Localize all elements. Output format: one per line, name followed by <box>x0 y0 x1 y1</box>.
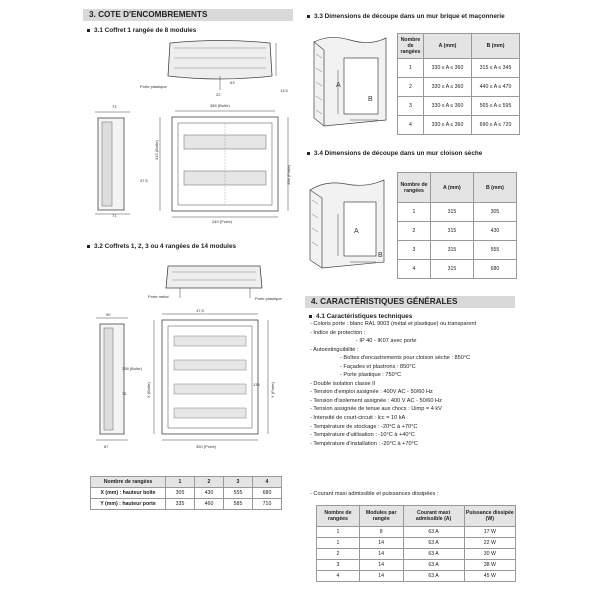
table-cell: 460 <box>195 499 224 510</box>
table-row <box>398 78 520 97</box>
dim-53: 53 <box>230 80 235 85</box>
dim-87: 87 <box>104 444 109 449</box>
table-row <box>91 488 282 499</box>
dim-135: 135 <box>253 382 260 387</box>
table-cell: 680 <box>473 260 516 279</box>
dim-72: 338 (Boîte) <box>122 366 142 371</box>
table-cell: 315 <box>431 222 474 241</box>
spec-line: - Température de stockage : -20°C à +70°C <box>310 423 418 430</box>
spec-line: - Tension d'isolement assignée : 400 V AC - 50/60 Hz <box>310 397 442 404</box>
dim-47-5-b: 72 <box>122 391 127 396</box>
table-row <box>398 116 520 135</box>
table-cell: 585 <box>224 499 253 510</box>
table-cell: 4 <box>398 260 431 279</box>
spec-line: - Porte plastique : 750°C <box>340 372 402 379</box>
table-cell: 315 <box>431 203 474 222</box>
spec-line: - Tension assignée de tenue aux chocs : Uimp = 4 kV <box>310 406 442 413</box>
table-hauteurs-header: 2 <box>195 477 224 488</box>
table-cell: 555 <box>224 488 253 499</box>
spec-list <box>310 320 476 448</box>
table-courant-header: Modules par rangée <box>359 506 403 527</box>
mur-brique-illustration <box>310 30 390 130</box>
table-decoupe-cloison <box>397 172 517 279</box>
dim-245-porte: 245 (Porte) <box>212 219 233 224</box>
dim-338-porte: 338 (Porte) <box>286 164 291 185</box>
mur-cloison-illustration <box>306 170 388 270</box>
subsection-3-2-title <box>87 243 236 250</box>
spec-line: - Coloris porte : blanc RAL 9003 (métal et plastique) ou transparent <box>310 321 477 327</box>
table-cell: 1 <box>317 538 360 549</box>
table-hauteurs-header: Nombre de rangées <box>91 477 166 488</box>
table-cell: 14 <box>359 538 403 549</box>
table-cell: 4 <box>317 571 360 582</box>
table-row <box>398 260 517 279</box>
table-row <box>317 527 516 538</box>
table-cell: 1 <box>317 527 360 538</box>
table-cell: 63 A <box>403 560 464 571</box>
table-hauteurs-header: 3 <box>224 477 253 488</box>
table-cell: 2 <box>398 78 424 97</box>
table-cell: 63 A <box>403 549 464 560</box>
coffret-14-side-view <box>92 314 132 446</box>
table-row <box>398 203 517 222</box>
table-cell: 335 <box>166 499 195 510</box>
dim-350-porte: 350 (Porte) <box>196 444 217 449</box>
spec-line: - Façades et plastrons : 850°C <box>340 363 416 370</box>
table-brique-header: B (mm) <box>472 34 520 59</box>
spec-line: - Indice de protection : <box>310 329 366 336</box>
table-cell: 315 ≤ A ≤ 345 <box>472 59 520 78</box>
table-cell: 2 <box>317 549 360 560</box>
dim-x-boite: X (Boîte) <box>146 382 151 398</box>
subsection-3-3-label: 3.3 Dimensions de découpe dans un mur brique et maçonnerie <box>314 13 505 20</box>
table-cell: 305 <box>166 488 195 499</box>
subsection-3-3-title <box>307 13 505 20</box>
table-cell: X (mm) : hauteur boîte <box>91 488 166 499</box>
table-cell: 63 A <box>403 538 464 549</box>
table-cell: 315 <box>431 241 474 260</box>
table-courant-header: Courant maxi admissible (A) <box>403 506 464 527</box>
table-cell: 63 A <box>403 527 464 538</box>
table-cell: 63 A <box>403 571 464 582</box>
spec-line: - Autoextinguibilité : <box>310 346 359 353</box>
dim-90: 90 <box>106 312 111 317</box>
table-cell: 3 <box>317 560 360 571</box>
spec-line: - Température d'installation : -20°C à +70°C <box>310 440 418 447</box>
table-courant-header: Nombre de rangées <box>317 506 360 527</box>
current-title-text: - Courant maxi admissible et puissances dissipées : <box>310 491 439 497</box>
table-cell: 1 <box>398 59 424 78</box>
table-cloison-header: B (mm) <box>473 173 516 203</box>
table-cell: 45 W <box>464 571 515 582</box>
table-row <box>398 97 520 116</box>
dim-73: 73 <box>112 104 117 109</box>
table-cell: 38 W <box>464 560 515 571</box>
table-brique-header: A (mm) <box>424 34 472 59</box>
table-row <box>317 571 516 582</box>
table-cell: 2 <box>398 222 431 241</box>
subsection-3-1-label: 3.1 Coffret 1 rangée de 8 modules <box>94 27 197 34</box>
dim-385-boite: 385 (Boîte) <box>210 103 230 108</box>
table-row <box>317 560 516 571</box>
section-3-header: 3. COTE D'ENCOMBREMENTS <box>83 9 293 21</box>
subsection-3-4-title <box>307 150 482 157</box>
note-porte-metal: Porte métal <box>148 294 169 299</box>
table-cell: 30 W <box>464 549 515 560</box>
table-cell: 22 W <box>464 538 515 549</box>
table-cell: 440 ≤ A ≤ 470 <box>472 78 520 97</box>
table-cell: Y (mm) : hauteur porte <box>91 499 166 510</box>
dim-47-5-a: 47,5 <box>140 178 148 183</box>
spec-line: - Température d'utilisation : -10°C à +40°C <box>310 432 415 439</box>
table-cell: 305 <box>473 203 516 222</box>
note-porte-plastique-2: Porte plastique <box>255 296 282 301</box>
table-brique-header: Nombre de rangées <box>398 34 424 59</box>
table-cell: 555 <box>473 241 516 260</box>
table-cell: 14 <box>359 560 403 571</box>
table-cell: 710 <box>253 499 282 510</box>
table-courant-header: Puissance dissipée (W) <box>464 506 515 527</box>
table-cell: 690 ≤ A ≤ 720 <box>472 116 520 135</box>
table-cell: 680 <box>253 488 282 499</box>
table-row <box>317 538 516 549</box>
spec-line: - IP 40 - IK07 avec porte <box>356 338 417 345</box>
dim-a-brique: A <box>336 82 341 89</box>
table-cell: 3 <box>398 97 424 116</box>
table-hauteurs-header: 1 <box>166 477 195 488</box>
table-cell: 565 ≤ A ≤ 595 <box>472 97 520 116</box>
dim-b-cloison: B <box>378 252 383 259</box>
table-courant <box>316 505 516 582</box>
table-cell: 3 <box>398 241 431 260</box>
table-cell: 1 <box>398 203 431 222</box>
table-cell: 430 <box>473 222 516 241</box>
table-row <box>398 222 517 241</box>
coffret-14-top-view <box>160 262 270 302</box>
subsection-3-2-label: 3.2 Coffrets 1, 2, 3 ou 4 rangées de 14 modules <box>94 243 237 250</box>
spec-line: - Tension d'emploi assignée : 400V AC - 50/60 Hz <box>310 389 433 396</box>
dim-13-5: 13.5 <box>280 88 288 93</box>
coffret-8-top-view <box>160 38 290 98</box>
table-cloison-header: Nombre de rangées <box>398 173 431 203</box>
table-cell: 330 ≤ A ≤ 360 <box>424 78 472 97</box>
table-cell: 14 <box>359 549 403 560</box>
table-cell: 330 ≤ A ≤ 360 <box>424 116 472 135</box>
table-cell: 430 <box>195 488 224 499</box>
table-cell: 17 W <box>464 527 515 538</box>
table-cell: 315 <box>431 260 474 279</box>
coffret-8-front-view <box>150 105 300 225</box>
coffret-8-side-view <box>90 108 135 218</box>
table-decoupe-brique <box>397 33 520 135</box>
table-row <box>398 59 520 78</box>
table-cell: 330 ≤ A ≤ 360 <box>424 97 472 116</box>
dim-b-brique: B <box>368 96 373 103</box>
dim-315-boite: 315 (Boîte) <box>154 140 159 160</box>
current-title <box>310 490 438 499</box>
table-cell: 330 ≤ A ≤ 360 <box>424 59 472 78</box>
dim-71: 71 <box>112 213 117 218</box>
table-cloison-header: A (mm) <box>431 173 474 203</box>
spec-line: - Double isolation classe II <box>310 380 376 387</box>
spec-line: - Boîtes d'encastrements pour cloison sèche : 850°C <box>340 355 471 362</box>
dim-22: 22 <box>216 92 221 97</box>
spec-line: - Intensité de court-circuit : Icc = 10 kA <box>310 415 406 422</box>
table-hauteurs <box>90 476 282 510</box>
table-row <box>91 499 282 510</box>
subsection-4-1-label: 4.1 Caractéristiques techniques <box>316 313 413 320</box>
table-cell: 8 <box>359 527 403 538</box>
subsection-3-1-title <box>87 27 196 34</box>
table-row <box>317 549 516 560</box>
section-4-header: 4. CARACTÉRISTIQUES GÉNÉRALES <box>305 296 515 308</box>
dim-338-boite: 47,5 <box>196 308 204 313</box>
table-cell: 4 <box>398 116 424 135</box>
table-row <box>398 241 517 260</box>
coffret-14-front-view <box>150 310 280 450</box>
note-porte-plastique-1: Porte plastique <box>140 84 167 89</box>
subsection-3-4-label: 3.4 Dimensions de découpe dans un mur cloison sèche <box>314 150 483 157</box>
dim-y-porte: Y (Porte) <box>270 382 275 398</box>
subsection-4-1-title <box>309 313 412 320</box>
table-hauteurs-header: 4 <box>253 477 282 488</box>
table-cell: 14 <box>359 571 403 582</box>
dim-a-cloison: A <box>354 228 359 235</box>
